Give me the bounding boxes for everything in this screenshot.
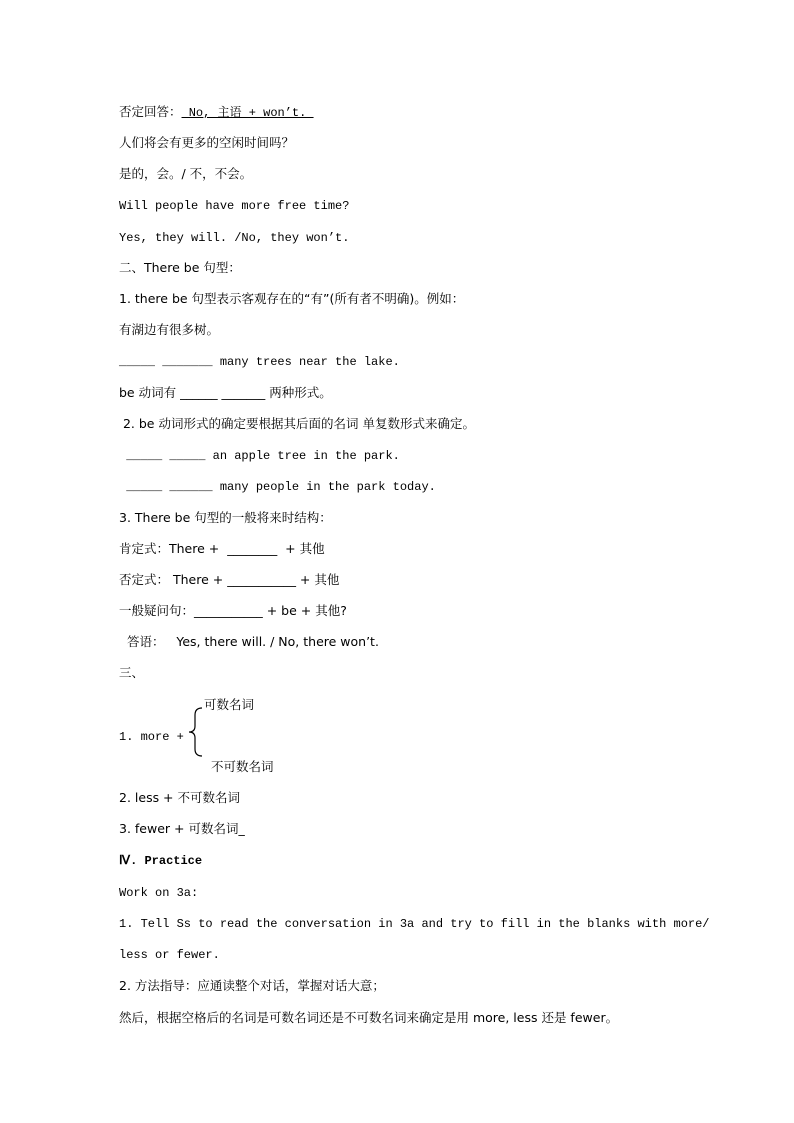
more-rule-prefix: 1. more + xyxy=(119,730,184,744)
practice-step-2: 2. 方法指导：应通读整个对话，掌握对话大意； xyxy=(119,978,385,993)
practice-step-2-continued: 然后，根据空格后的名词是可数名词还是不可数名词来确定是用 more, less 还是 fewer。 xyxy=(119,1010,619,1025)
question-structure: 一般疑问句：___________ + be + 其他? xyxy=(119,603,347,618)
negative-answer-pattern: No, 主语 + won’t. xyxy=(181,106,314,120)
brace-icon xyxy=(186,707,208,757)
negative-answer-line xyxy=(119,104,314,121)
exercise-many-people: _____ ______ many people in the park today. xyxy=(119,480,436,494)
answer-english: Yes, they will. /No, they won’t. xyxy=(119,231,350,245)
there-be-rule-1: 1. there be 句型表示客观存在的“有”(所有者不明确)。例如： xyxy=(119,291,465,306)
less-rule: 2. less + 不可数名词 xyxy=(119,790,241,805)
affirmative-structure: 肯定式：There + ________ + 其他 xyxy=(119,541,325,556)
negative-answer-label: 否定回答： xyxy=(119,104,182,119)
section-three-heading: 三、 xyxy=(119,665,145,680)
example-chinese: 有湖边有很多树。 xyxy=(119,322,220,337)
fewer-rule: 3. fewer + 可数名词_ xyxy=(119,821,245,836)
uncountable-noun-label: 不可数名词 xyxy=(211,759,274,774)
practice-step-1-continued: less or fewer. xyxy=(119,948,220,962)
practice-step-1: 1. Tell Ss to read the conversation in 3a and try to fill in the blanks with more/ xyxy=(119,917,710,931)
negative-structure: 否定式： There + ___________ + 其他 xyxy=(119,572,340,587)
practice-heading: Ⅳ. Practice xyxy=(119,854,203,868)
section-two-heading: 二、There be 句型： xyxy=(119,260,241,275)
answer-structure: 答语： Yes, there will. / No, there won’t. xyxy=(119,634,379,649)
exercise-apple-tree: _____ _____ an apple tree in the park. xyxy=(119,449,400,463)
be-forms-line: be 动词有 ______ _______ 两种形式。 xyxy=(119,385,332,400)
work-on-3a: Work on 3a: xyxy=(119,886,199,900)
example-blank-sentence: _____ _______ many trees near the lake. xyxy=(119,355,400,369)
countable-noun-label: 可数名词 xyxy=(204,697,255,712)
there-be-rule-2: 2. be 动词形式的确定要根据其后面的名词 单复数形式来确定。 xyxy=(119,416,475,431)
there-be-rule-3: 3. There be 句型的一般将来时结构： xyxy=(119,510,332,525)
question-chinese: 人们将会有更多的空闲时间吗？ xyxy=(119,135,295,150)
question-english: Will people have more free time? xyxy=(119,199,350,213)
answer-chinese: 是的，会。/ 不，不会。 xyxy=(119,166,253,181)
